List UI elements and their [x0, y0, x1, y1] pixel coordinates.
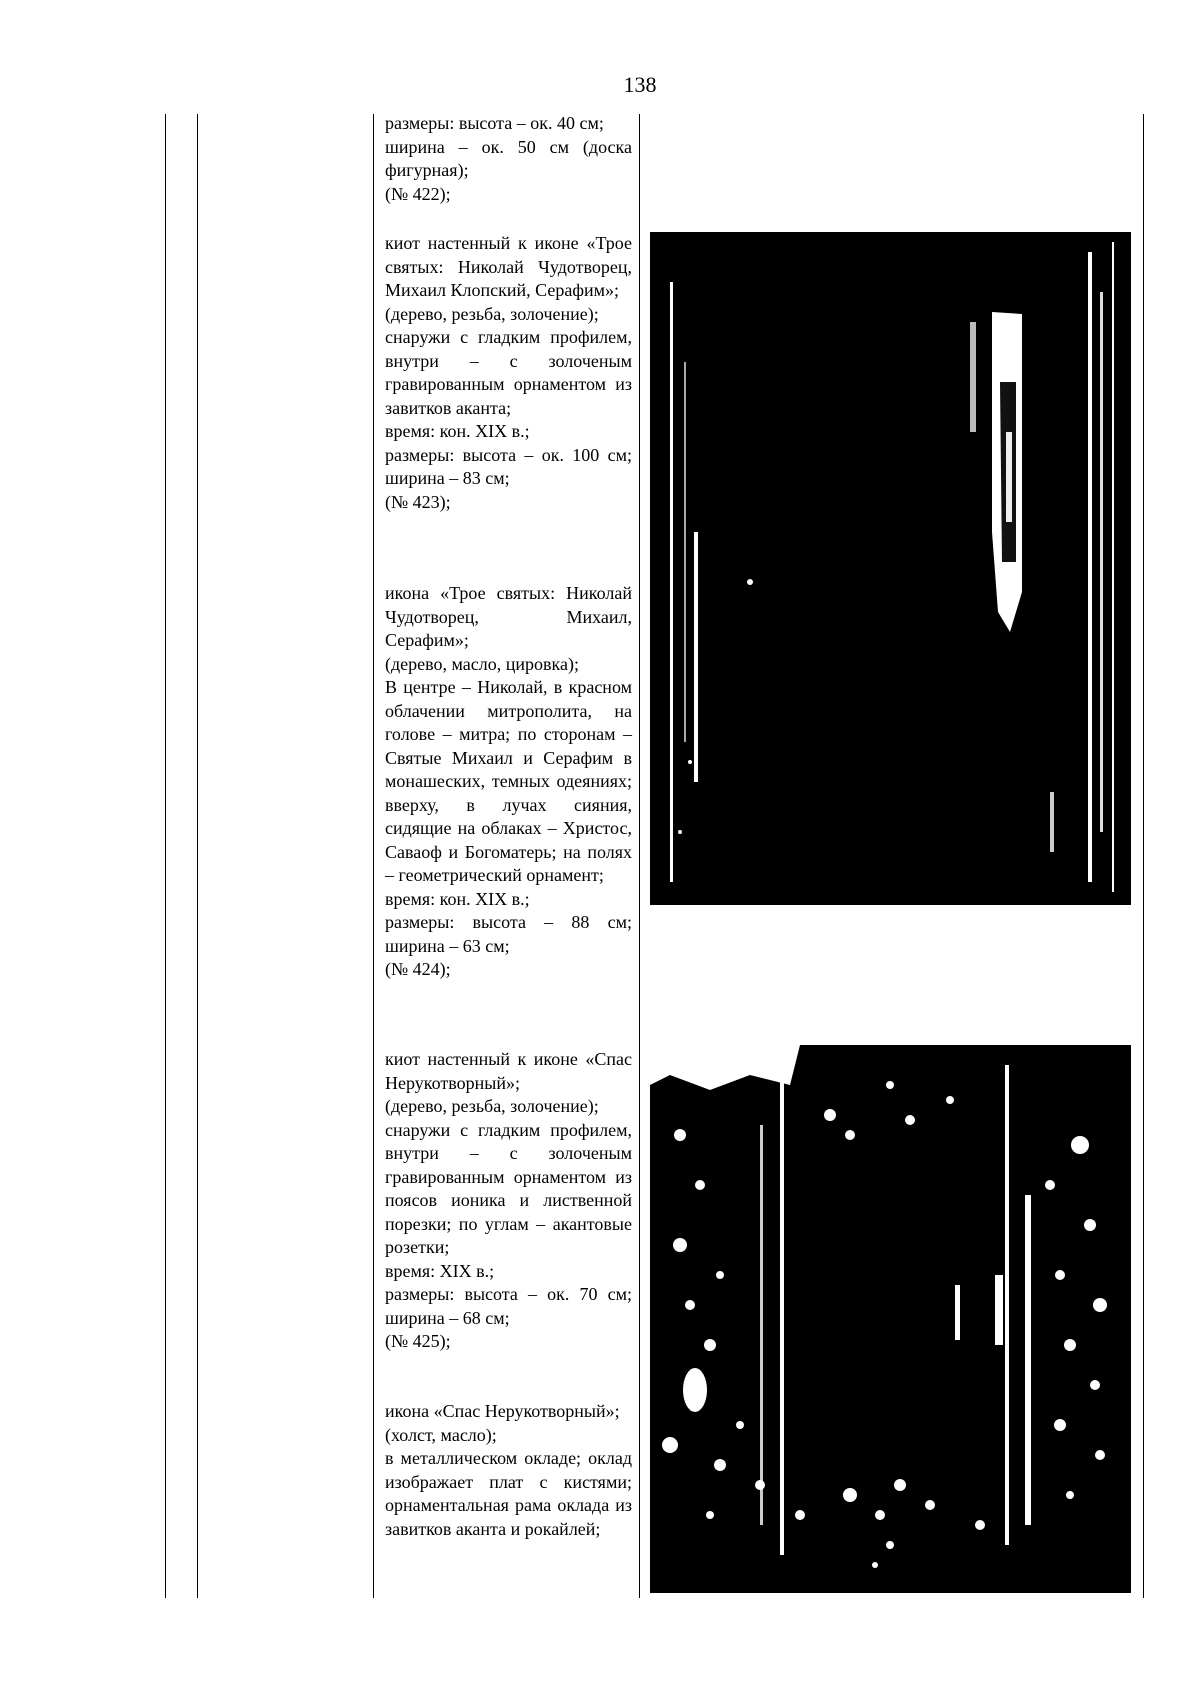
entry-line: ширина – ок. 50 см (доска фигурная);: [385, 136, 632, 180]
table-border-left-inner: [197, 114, 198, 1598]
entry-line: (дерево, резьба, золочение);: [385, 1096, 599, 1116]
icon-case-photo-425: [650, 1045, 1131, 1593]
entry-line: (№ 424);: [385, 959, 451, 979]
entry-line: (дерево, масло, цировка);: [385, 653, 579, 674]
entry-line: икона «Спас Нерукотворный»;: [385, 1401, 620, 1421]
entry-line: киот настенный к иконе «Трое святых: Николай Чудотворец, Михаил Клопский, Серафим»;: [385, 233, 632, 300]
entry-line: (№ 425);: [385, 1331, 451, 1351]
entry-line: время: кон. XIX в.;: [385, 421, 530, 441]
table-border-left-outer: [165, 114, 166, 1598]
entry-line: (дерево, резьба, золочение);: [385, 303, 599, 324]
entry-line: (№ 422);: [385, 183, 451, 204]
entry-line: (холст, масло);: [385, 1424, 497, 1445]
icon-case-photo-425-art: [650, 1045, 1131, 1593]
table-border-description-left: [373, 114, 374, 1598]
entry-425: [385, 1048, 632, 1354]
icon-case-photo-423: [650, 232, 1131, 905]
entry-line: размеры: высота – ок. 70 см; ширина – 68 см;: [385, 1284, 632, 1328]
entry-line: размеры: высота – ок. 40 см;: [385, 113, 604, 133]
entry-line: время: кон. XIX в.;: [385, 888, 530, 909]
table-border-description-right: [639, 114, 640, 1598]
table-border-right: [1143, 114, 1144, 1598]
entry-line: икона «Трое святых: Николай Чудотворец, Михаил, Серафим»;: [385, 583, 632, 650]
entry-426: [385, 1400, 632, 1541]
entry-line: В центре – Николай, в красном облачении митрополита, на голове – митра; по сторонам – Святые Михаил и Серафим в монашеских, темных одеяниях; вверху, в лучах сияния, сидящие на облаках – Христос, Саваоф и Богоматерь; на полях – геометрический орнамент;: [385, 677, 632, 885]
entry-line: время: XIX в.;: [385, 1260, 495, 1281]
entry-423: [385, 232, 632, 514]
entry-424: [385, 582, 632, 982]
entry-line: (№ 423);: [385, 491, 451, 512]
entry-422: [385, 112, 632, 206]
icon-case-photo-423-art: [650, 232, 1131, 905]
page-number: 138: [623, 72, 657, 97]
entry-line: снаружи с гладким профилем, внутри – с золоченым гравированным орнаментом из завитков аканта;: [385, 327, 632, 418]
entry-line: размеры: высота – 88 см; ширина – 63 см;: [385, 912, 632, 956]
entry-line: снаружи с гладким профилем, внутри – с золоченым гравированным орнаментом из поясов ионика и лиственной порезки; по углам – акантовые розетки;: [385, 1119, 632, 1257]
entry-line: киот настенный к иконе «Спас Нерукотворный»;: [385, 1049, 632, 1093]
entry-line: в металлическом окладе; оклад изображает плат с кистями; орнаментальная рама оклада из завитков аканта и рокайлей;: [385, 1448, 632, 1539]
entry-line: размеры: высота – ок. 100 см; ширина – 83 см;: [385, 444, 632, 488]
